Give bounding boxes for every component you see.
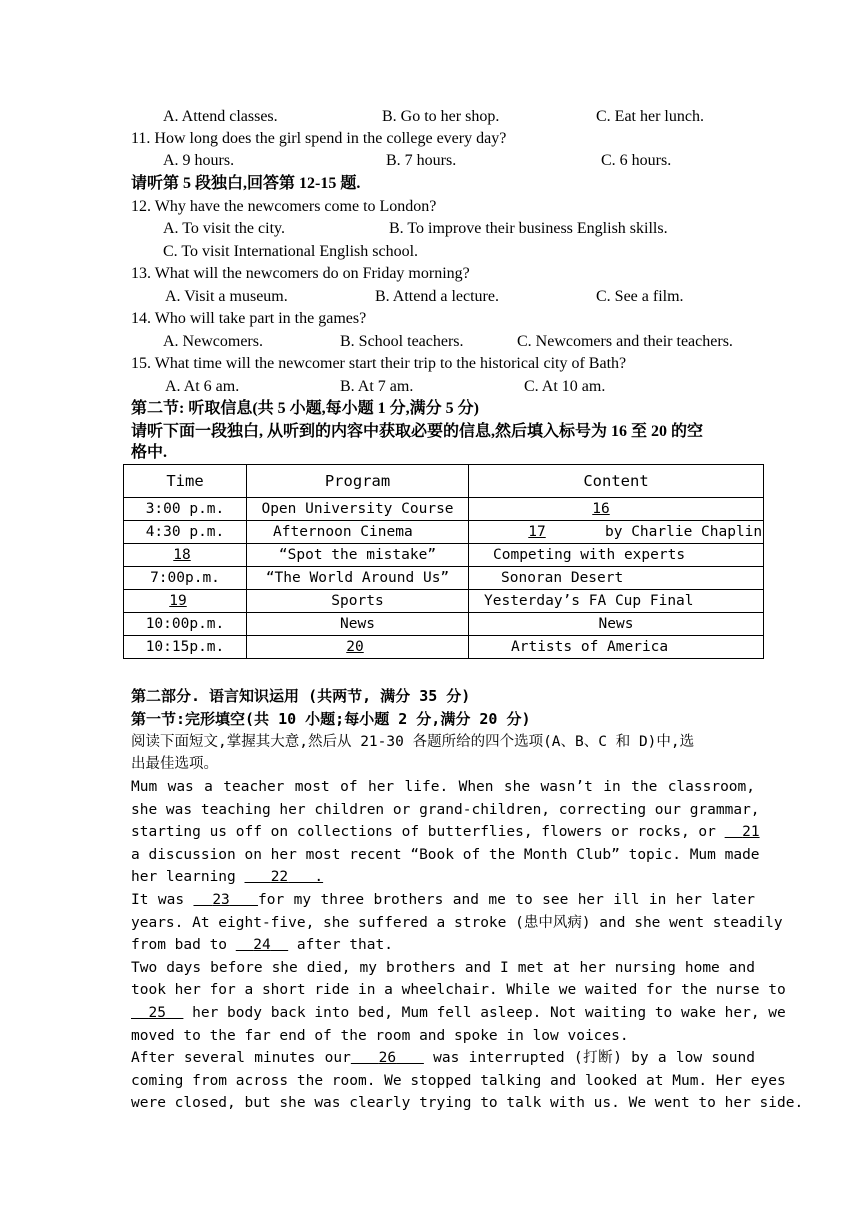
part2-title: 第二部分. 语言知识运用 (共两节, 满分 35 分) [131,687,471,705]
passage-line [131,889,755,912]
blank-20: 20 [346,639,364,655]
passage-line [131,1047,755,1070]
passage-line: Mum was a teacher most of her life. When she wasn’t in the classroom, [131,779,755,795]
passage-line: coming from across the room. We stopped talking and looked at Mum. Her eyes [131,1072,786,1089]
header-program: Program [247,465,469,498]
blank-18: 18 [173,547,191,563]
cell-content [469,498,764,521]
cell-time: 10:15p.m. [124,636,247,659]
passage-text: from bad to [131,937,228,954]
section2-instruction-line1: 请听下面一段独白, 从听到的内容中获取必要的信息,然后填入标号为 16 至 20 的空 [131,423,704,440]
q13-option-c: C. See a film. [596,288,684,305]
q12-option-c: C. To visit International English school. [163,243,419,260]
passage-text: It was [131,891,185,908]
q11-option-c: C. 6 hours. [601,152,672,169]
cell-program: “The World Around Us” [247,567,469,590]
passage-line: were closed, but she was clearly trying to talk with us. We went to her side. [131,1095,804,1112]
blank-19: 19 [169,593,187,609]
q15-option-c: C. At 10 am. [524,378,606,395]
blank-23: 23 [212,891,230,908]
passage-text: for my three brothers and me to see her ill in her later [258,891,756,908]
blank-24: 24 [253,937,271,954]
q15-question: 15. What time will the newcomer start their trip to the historical city of Bath? [131,355,627,372]
cell-time: 3:00 p.m. [124,498,247,521]
passage-text: after that. [296,937,393,954]
q14-question: 14. Who will take part in the games? [131,310,367,327]
passage-line: moved to the far end of the room and spoke in low voices. [131,1027,629,1044]
table-row [124,636,764,659]
passage-line [131,866,755,889]
cell-time: 7:00p.m. [124,567,247,590]
cell-program [247,636,469,659]
passage-line [131,1002,786,1025]
part2-section1-title: 第一节:完形填空(共 10 小题;每小题 2 分,满分 20 分) [131,710,531,728]
q14-option-c: C. Newcomers and their teachers. [517,333,733,350]
cell-program: Open University Course [247,498,469,521]
q10-option-b: B. Go to her shop. [382,108,500,125]
q12-option-b: B. To improve their business English skills. [389,220,668,237]
passage-text: was interrupted (打断) by a low sound [433,1050,755,1067]
blank-17: 17 [528,524,546,540]
passage-line: a discussion on her most recent “Book of the Month Club” topic. Mum made [131,846,760,863]
cell-program: Sports [247,590,469,613]
q14-option-b: B. School teachers. [340,333,464,350]
cell-content: Artists of America [469,636,764,659]
q10-option-c: C. Eat her lunch. [596,108,704,125]
q12-question: 12. Why have the newcomers come to London? [131,198,437,215]
q11-option-a: A. 9 hours. [163,152,235,169]
cell-program: “Spot the mistake” [247,544,469,567]
q11-question: 11. How long does the girl spend in the college every day? [131,130,507,147]
cell-program: News [247,613,469,636]
cell-time [124,590,247,613]
section5-instruction: 请听第 5 段独白,回答第 12-15 题. [131,175,361,192]
blank-16: 16 [592,501,610,517]
q10-option-a: A. Attend classes. [163,108,278,125]
passage-text: After several minutes our [131,1050,351,1067]
passage-line: took her for a short ride in a wheelchair. While we waited for the nurse to [131,982,786,999]
q12-option-a: A. To visit the city. [163,220,285,237]
section2-title: 第二节: 听取信息(共 5 小题,每小题 1 分,满分 5 分) [131,400,479,417]
blank-22: 22 . [270,869,324,886]
q14-option-a: A. Newcomers. [163,333,263,350]
part2-instruction-line2: 出最佳选项。 [131,756,218,772]
table-row [124,613,764,636]
table-row [124,521,764,544]
cloze-passage [131,776,804,1115]
table-row [124,544,764,567]
part2-instruction-line1: 阅读下面短文,掌握其大意,然后从 21-30 各题所给的四个选项(A、B、C 和 D)中,选 [131,734,695,750]
program-table [123,464,764,659]
passage-line [131,821,760,844]
blank-21: 21 [742,824,760,841]
cell-content: News [469,613,764,636]
cell-content [469,521,764,544]
cell-content: Competing with experts [469,544,764,567]
q13-option-b: B. Attend a lecture. [375,288,499,305]
table-row [124,567,764,590]
passage-line: years. At eight-five, she suffered a stroke (患中风病) and she went steadily [131,914,783,931]
cell-content: Sonoran Desert [469,567,764,590]
q13-option-a: A. Visit a museum. [165,288,288,305]
cell-content: Yesterday’s FA Cup Final [469,590,764,613]
cell-time [124,544,247,567]
table-header-row [124,465,764,498]
passage-text: her learning [131,869,236,886]
passage-line: Two days before she died, my brothers and I met at her nursing home and [131,959,755,976]
section2-instruction-line2: 格中. [131,444,168,461]
cell-program: Afternoon Cinema [247,521,469,544]
passage-line: she was teaching her children or grand-children, correcting our grammar, [131,801,760,818]
blank-25: 25 [148,1004,166,1021]
passage-text: her body back into bed, Mum fell asleep. Not waiting to wake her, we [192,1004,786,1021]
q15-option-b: B. At 7 am. [340,378,414,395]
table-row [124,498,764,521]
q15-option-a: A. At 6 am. [165,378,240,395]
blank-26: 26 [378,1050,397,1067]
cell-time: 10:00p.m. [124,613,247,636]
table-row [124,590,764,613]
q11-option-b: B. 7 hours. [386,152,457,169]
q13-question: 13. What will the newcomers do on Friday morning? [131,265,470,282]
passage-text: starting us off on collections of butterflies, flowers or rocks, or [131,824,716,841]
cell-time: 4:30 p.m. [124,521,247,544]
passage-line [131,934,755,957]
header-time: Time [124,465,247,498]
cell-content-suffix: by Charlie Chaplin [605,524,763,540]
header-content: Content [469,465,764,498]
